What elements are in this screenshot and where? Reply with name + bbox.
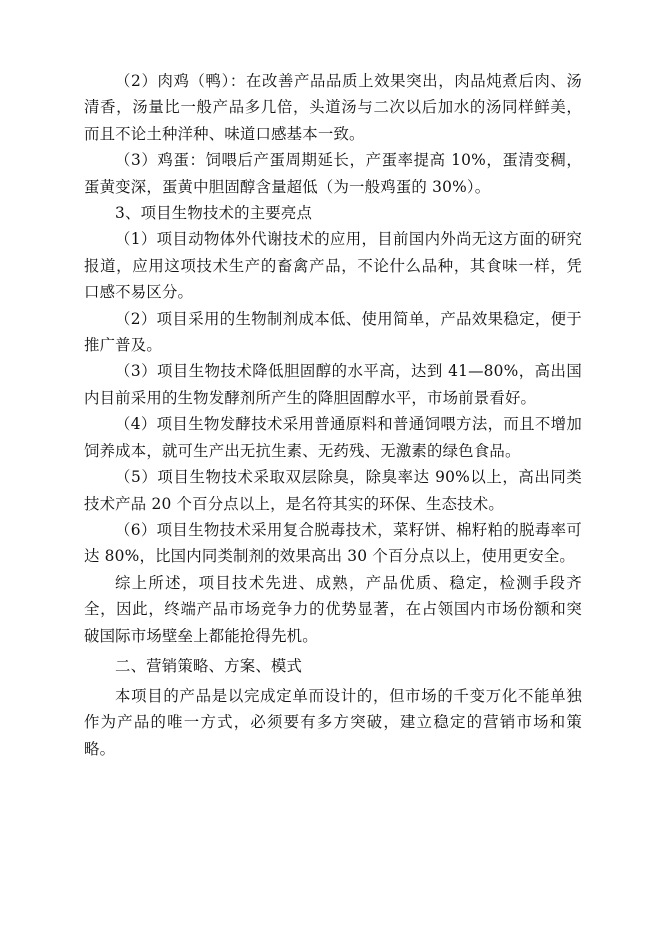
section-heading-highlights: 3、项目生物技术的主要亮点: [115, 204, 313, 223]
paragraph-broiler-duck: （2）肉鸡（鸭）：在改善产品品质上效果突出，肉品炖煮后肉、汤清香，汤量比一般产品多几倍，头道汤与二次以后加水的汤同样鲜美，而且不论土种洋种、味道口感基本一致。: [84, 72, 582, 143]
paragraph-highlight-2: （2）项目采用的生物制剂成本低、使用简单，产品效果稳定，便于推广普及。: [84, 309, 582, 355]
section-heading-marketing: 二、营销策略、方案、模式: [115, 656, 303, 675]
paragraph-highlight-4: （4）项目生物发酵技术采用普通原料和普通饲喂方法，而且不增加饲养成本，就可生产出无抗生素、无药残、无激素的绿色食品。: [84, 415, 582, 460]
paragraph-highlight-5: （5）项目生物技术采取双层除臭，除臭率达 90%以上，高出同类技术产品 20 个百分点以上，是名符其实的环保、生态技术。: [84, 468, 582, 513]
paragraph-highlight-1: （1）项目动物体外代谢技术的应用，目前国内外尚无这方面的研究报道，应用这项技术生产的畜禽产品，不论什么品种，其食味一样，凭口感不易区分。: [84, 230, 582, 302]
paragraph-marketing: 本项目的产品是以完成定单而设计的，但市场的千变万化不能单独作为产品的唯一方式，必须要有多方突破，建立稳定的营销市场和策略。: [84, 686, 582, 758]
paragraph-eggs: （3）鸡蛋：饲喂后产蛋周期延长，产蛋率提高 10%，蛋清变稠，蛋黄变深，蛋黄中胆固醇含量超低（为一般鸡蛋的 30%）。: [84, 151, 582, 196]
document-body: [84, 68, 582, 762]
paragraph-highlight-3: （3）项目生物技术降低胆固醇的水平高，达到 41—80%，高出国内目前采用的生物发酵剂所产生的降胆固醇水平，市场前景看好。: [84, 362, 582, 407]
paragraph-summary: 综上所述，项目技术先进、成熟，产品优质、稳定，检测手段齐全，因此，终端产品市场竞争力的优势显著，在占领国内市场份额和突破国际市场壁垒上都能抢得先机。: [84, 573, 582, 645]
paragraph-highlight-6: （6）项目生物技术采用复合脱毒技术，菜籽饼、棉籽粕的脱毒率可达 80%，比国内同类制剂的效果高出 30 个百分点以上，使用更安全。: [84, 520, 582, 566]
